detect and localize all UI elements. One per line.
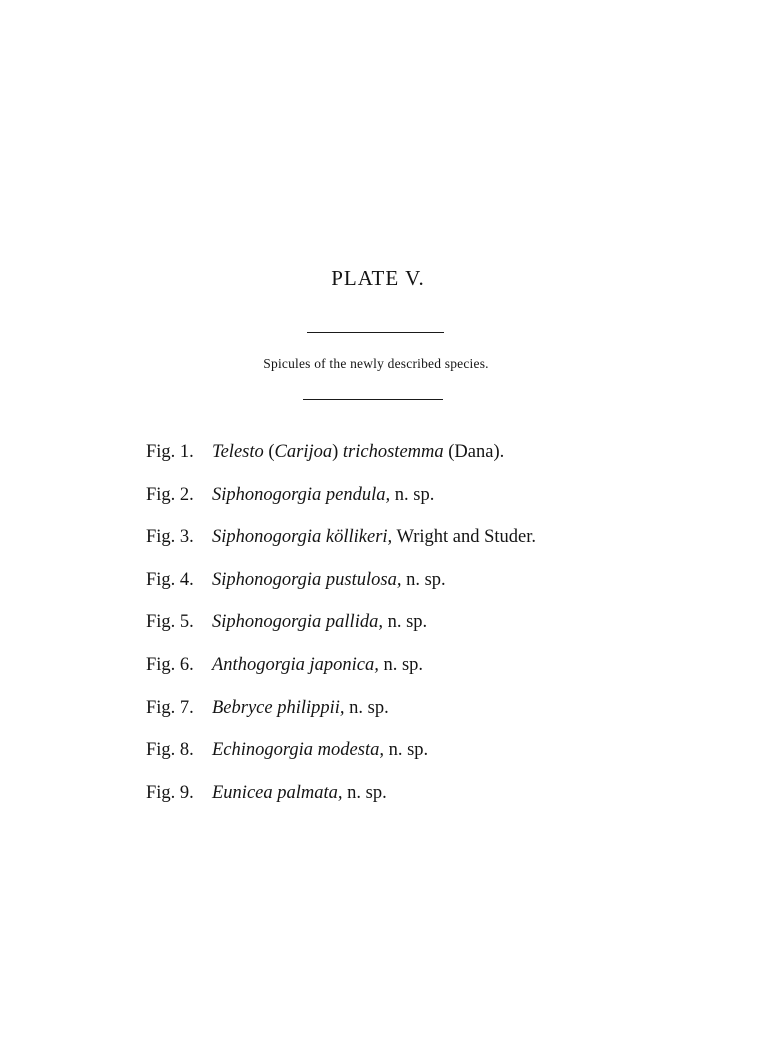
name-separator: ( (263, 442, 275, 462)
figure-entry-4 (146, 566, 766, 609)
figure-entry-2 (146, 481, 766, 524)
species-name: Siphonogorgia pallida, (212, 612, 383, 633)
species-authority: Wright and Studer. (392, 527, 537, 548)
figure-entry-8 (146, 736, 766, 779)
species-authority: n. sp. (342, 782, 387, 803)
figure-entry-7 (146, 694, 766, 737)
species-name: Siphonogorgia köllikeri, (212, 527, 393, 548)
figure-label: Fig. 2. (146, 484, 194, 505)
species-authority: n. sp. (382, 612, 428, 633)
figure-label: Fig. 9. (146, 782, 194, 803)
figure-list (146, 438, 766, 821)
figure-label: Fig. 8. (146, 740, 194, 761)
species-authority: n. sp. (401, 569, 446, 590)
bottom-divider (303, 399, 443, 400)
name-separator: ) (332, 442, 343, 462)
species-authority: n. sp. (344, 697, 389, 718)
figure-entry-9 (146, 779, 766, 822)
figure-entry-6 (146, 651, 766, 694)
species-epithet: trichostemma (342, 442, 444, 462)
species-authority: n. sp. (383, 740, 429, 761)
species-name: Telesto (212, 442, 264, 462)
species-name: Anthogorgia japonica, (212, 654, 379, 675)
figure-entry-3 (146, 523, 766, 566)
plate-title: PLATE V. (331, 266, 425, 290)
species-authority: n. sp. (378, 654, 424, 675)
species-name: Siphonogorgia pustulosa, (212, 569, 402, 590)
figure-label: Fig. 5. (146, 612, 194, 633)
species-authority: n. sp. (390, 484, 435, 505)
species-name: Siphonogorgia pendula, (212, 484, 391, 505)
figure-label: Fig. 4. (146, 569, 194, 590)
species-name: Eunicea palmata, (212, 782, 343, 803)
figure-label: Fig. 7. (146, 697, 194, 718)
species-name: Bebryce philippii, (212, 697, 345, 718)
plate-subtitle: Spicules of the newly described species. (263, 356, 489, 371)
species-name: Echinogorgia modesta, (212, 740, 384, 761)
subgenus-name: Carijoa (274, 442, 333, 462)
figure-entry-1 (146, 438, 766, 481)
top-divider (307, 332, 444, 333)
species-authority: (Dana). (443, 442, 505, 462)
figure-entry-5 (146, 608, 766, 651)
figure-label: Fig. 6. (146, 654, 194, 675)
figure-label: Fig. 1. (146, 442, 194, 462)
figure-label: Fig. 3. (146, 527, 194, 548)
